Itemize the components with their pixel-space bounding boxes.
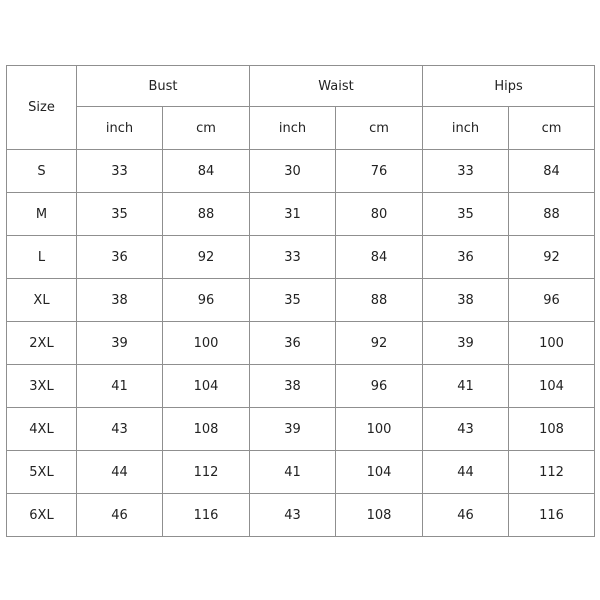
table-row bbox=[7, 279, 595, 322]
bust-cm-cell: 108 bbox=[163, 408, 250, 451]
header-unit-row bbox=[7, 107, 595, 150]
bust-inch-cell: 33 bbox=[77, 150, 163, 193]
hips-cm-cell: 100 bbox=[509, 322, 595, 365]
size-label-cell: 6XL bbox=[7, 494, 77, 537]
size-label-cell: L bbox=[7, 236, 77, 279]
size-label-cell: 5XL bbox=[7, 451, 77, 494]
size-label-cell: S bbox=[7, 150, 77, 193]
hips-cm-cell: 96 bbox=[509, 279, 595, 322]
bust-inch-header: inch bbox=[77, 107, 163, 150]
hips-group-header: Hips bbox=[423, 66, 595, 107]
waist-inch-cell: 33 bbox=[250, 236, 336, 279]
bust-cm-cell: 116 bbox=[163, 494, 250, 537]
bust-inch-cell: 43 bbox=[77, 408, 163, 451]
bust-inch-cell: 41 bbox=[77, 365, 163, 408]
waist-inch-cell: 31 bbox=[250, 193, 336, 236]
waist-inch-cell: 30 bbox=[250, 150, 336, 193]
hips-cm-cell: 104 bbox=[509, 365, 595, 408]
bust-cm-cell: 112 bbox=[163, 451, 250, 494]
waist-inch-cell: 36 bbox=[250, 322, 336, 365]
size-label-cell: 2XL bbox=[7, 322, 77, 365]
bust-cm-cell: 92 bbox=[163, 236, 250, 279]
waist-inch-cell: 35 bbox=[250, 279, 336, 322]
bust-cm-cell: 96 bbox=[163, 279, 250, 322]
bust-inch-cell: 39 bbox=[77, 322, 163, 365]
size-chart-body bbox=[7, 150, 595, 537]
waist-inch-cell: 41 bbox=[250, 451, 336, 494]
hips-cm-cell: 116 bbox=[509, 494, 595, 537]
bust-cm-header: cm bbox=[163, 107, 250, 150]
table-row bbox=[7, 408, 595, 451]
table-row bbox=[7, 365, 595, 408]
hips-cm-cell: 108 bbox=[509, 408, 595, 451]
bust-cm-cell: 100 bbox=[163, 322, 250, 365]
waist-cm-cell: 108 bbox=[336, 494, 423, 537]
waist-cm-cell: 84 bbox=[336, 236, 423, 279]
table-row bbox=[7, 494, 595, 537]
waist-inch-header: inch bbox=[250, 107, 336, 150]
size-column-header: Size bbox=[7, 66, 77, 150]
hips-inch-cell: 44 bbox=[423, 451, 509, 494]
waist-cm-header: cm bbox=[336, 107, 423, 150]
hips-inch-cell: 46 bbox=[423, 494, 509, 537]
size-chart-table bbox=[6, 65, 595, 537]
waist-group-header: Waist bbox=[250, 66, 423, 107]
bust-cm-cell: 84 bbox=[163, 150, 250, 193]
waist-cm-cell: 92 bbox=[336, 322, 423, 365]
waist-cm-cell: 88 bbox=[336, 279, 423, 322]
waist-inch-cell: 43 bbox=[250, 494, 336, 537]
table-row bbox=[7, 193, 595, 236]
bust-inch-cell: 36 bbox=[77, 236, 163, 279]
hips-cm-cell: 88 bbox=[509, 193, 595, 236]
table-row bbox=[7, 322, 595, 365]
hips-inch-header: inch bbox=[423, 107, 509, 150]
bust-cm-cell: 104 bbox=[163, 365, 250, 408]
bust-group-header: Bust bbox=[77, 66, 250, 107]
waist-inch-cell: 38 bbox=[250, 365, 336, 408]
waist-cm-cell: 100 bbox=[336, 408, 423, 451]
waist-cm-cell: 80 bbox=[336, 193, 423, 236]
table-row bbox=[7, 451, 595, 494]
hips-cm-cell: 112 bbox=[509, 451, 595, 494]
hips-inch-cell: 39 bbox=[423, 322, 509, 365]
bust-inch-cell: 35 bbox=[77, 193, 163, 236]
size-label-cell: XL bbox=[7, 279, 77, 322]
bust-inch-cell: 46 bbox=[77, 494, 163, 537]
hips-inch-cell: 36 bbox=[423, 236, 509, 279]
waist-inch-cell: 39 bbox=[250, 408, 336, 451]
size-label-cell: 3XL bbox=[7, 365, 77, 408]
size-chart-header bbox=[7, 66, 595, 150]
size-label-cell: 4XL bbox=[7, 408, 77, 451]
table-row bbox=[7, 236, 595, 279]
waist-cm-cell: 96 bbox=[336, 365, 423, 408]
table-row bbox=[7, 150, 595, 193]
size-label-cell: M bbox=[7, 193, 77, 236]
hips-inch-cell: 38 bbox=[423, 279, 509, 322]
hips-cm-header: cm bbox=[509, 107, 595, 150]
hips-inch-cell: 35 bbox=[423, 193, 509, 236]
hips-inch-cell: 43 bbox=[423, 408, 509, 451]
bust-inch-cell: 38 bbox=[77, 279, 163, 322]
bust-inch-cell: 44 bbox=[77, 451, 163, 494]
header-group-row bbox=[7, 66, 595, 107]
waist-cm-cell: 104 bbox=[336, 451, 423, 494]
bust-cm-cell: 88 bbox=[163, 193, 250, 236]
hips-cm-cell: 92 bbox=[509, 236, 595, 279]
hips-cm-cell: 84 bbox=[509, 150, 595, 193]
hips-inch-cell: 33 bbox=[423, 150, 509, 193]
waist-cm-cell: 76 bbox=[336, 150, 423, 193]
hips-inch-cell: 41 bbox=[423, 365, 509, 408]
